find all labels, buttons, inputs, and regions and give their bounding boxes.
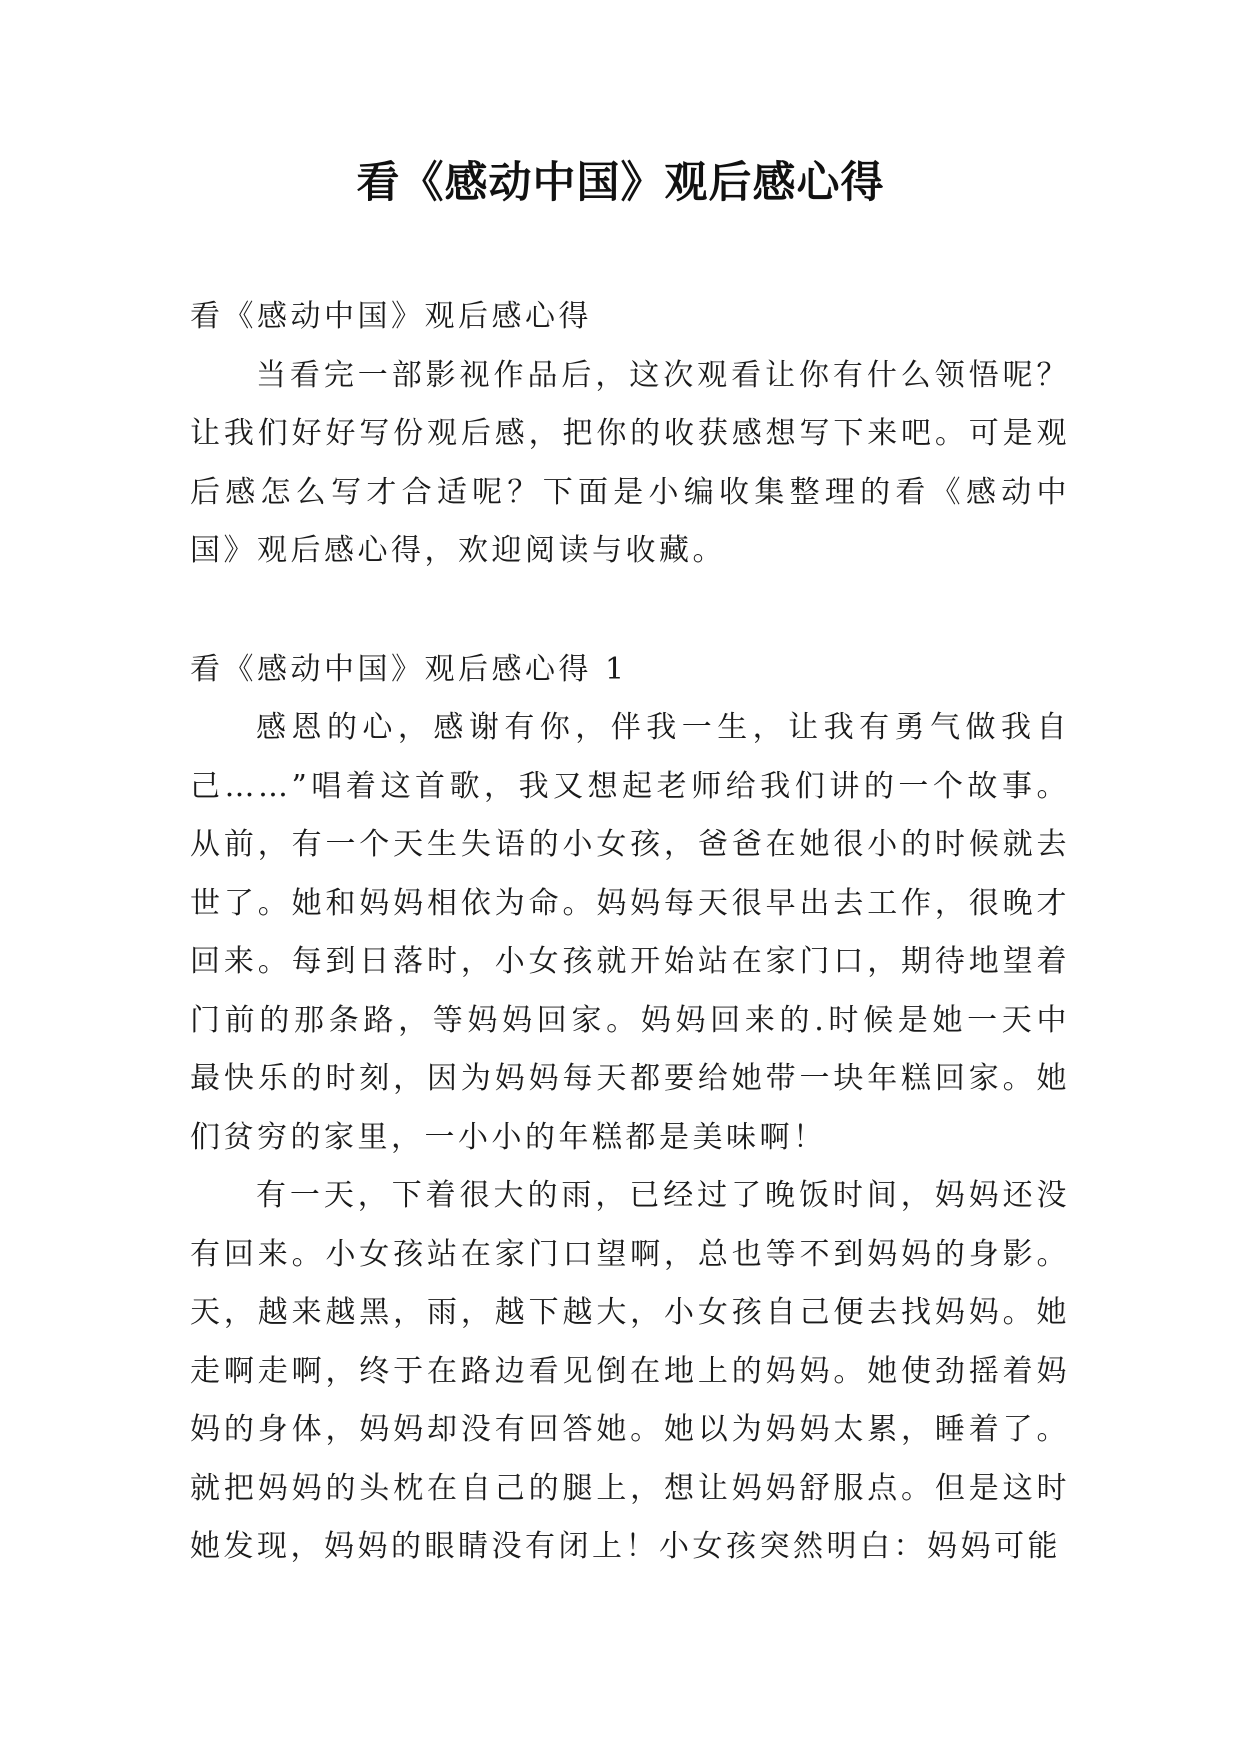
intro-paragraph: 当看完一部影视作品后，这次观看让你有什么领悟呢？让我们好好写份观后感，把你的收获感想写下来吧。可是观后感怎么写才合适呢？下面是小编收集整理的看《感动中国》观后感心得，欢迎阅读与收藏。: [190, 357, 1070, 568]
intro-heading: 看《感动中国》观后感心得: [190, 299, 592, 334]
section-1-paragraph-2: 有一天，下着很大的雨，已经过了晚饭时间，妈妈还没有回来。小女孩站在家门口望啊，总也等不到妈妈的身影。天，越来越黑，雨，越下越大，小女孩自己便去找妈妈。她走啊走啊，终于在路边看见倒在地上的妈妈。她使劲摇着妈妈的身体，妈妈却没有回答她。她以为妈妈太累，睡着了。就把妈妈的头枕在自己的腿上，想让妈妈舒服点。但是这时她发现，妈妈的眼睛没有闭上！小女孩突然明白：妈妈可能: [190, 1178, 1070, 1564]
document-title: 看《感动中国》观后感心得: [356, 158, 885, 208]
section-1-paragraph-1: 感恩的心，感谢有你，伴我一生，让我有勇气做我自己……”唱着这首歌，我又想起老师给我们讲的一个故事。从前，有一个天生失语的小女孩，爸爸在她很小的时候就去世了。她和妈妈相依为命。妈妈每天很早出去工作，很晚才回来。每到日落时，小女孩就开始站在家门口，期待地望着门前的那条路，等妈妈回家。妈妈回来的.时候是她一天中最快乐的时刻，因为妈妈每天都要给她带一块年糕回家。她们贫穷的家里，一小小的年糕都是美味啊！: [190, 710, 1070, 1155]
section-spacer: [190, 581, 1070, 641]
section-1-heading: 看《感动中国》观后感心得 1: [190, 651, 628, 687]
document-body: [190, 288, 1070, 1577]
